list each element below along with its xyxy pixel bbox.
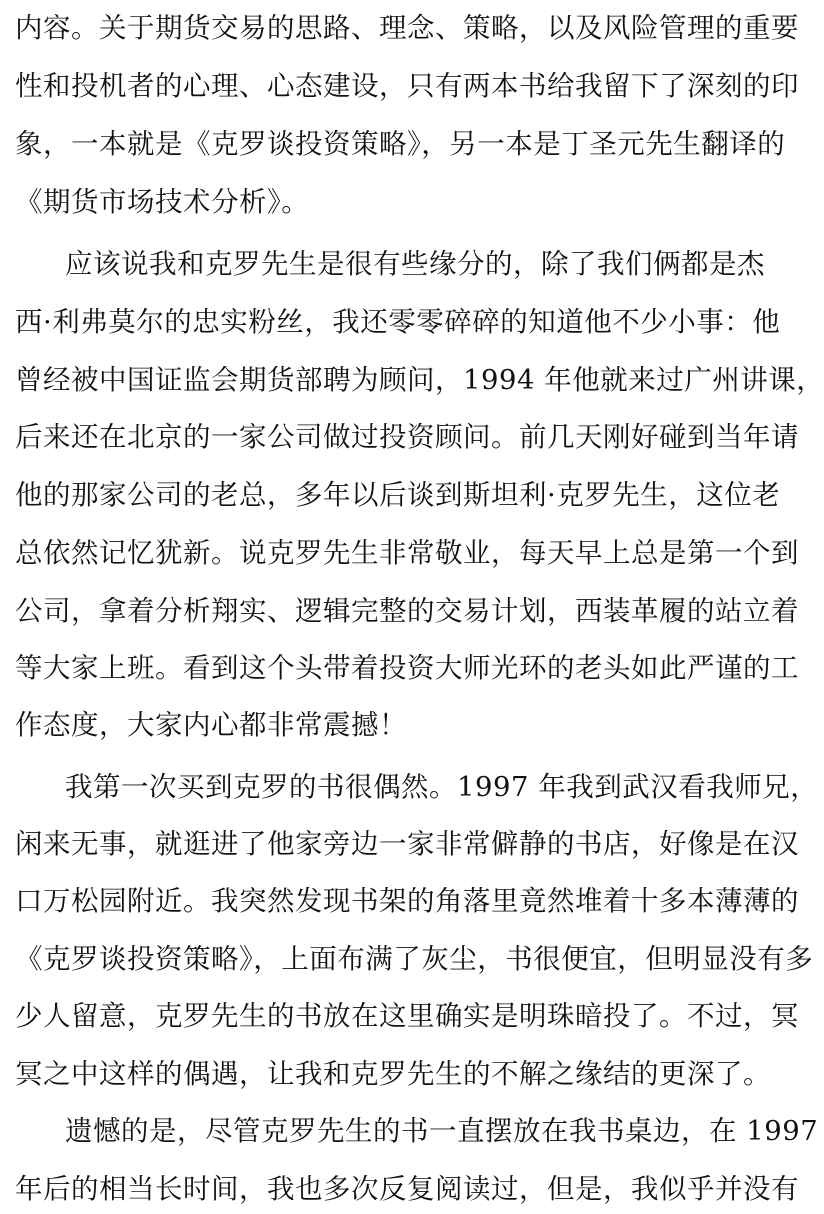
- paragraph-line: 我第一次买到克罗的书很偶然。1997 年我到武汉看我师兄，: [65, 771, 819, 803]
- paragraph-line: 总依然记忆犹新。说克罗先生非常敬业，每天早上总是第一个到: [15, 537, 799, 569]
- paragraph-line: 年后的相当长时间，我也多次反复阅读过，但是，我似乎并没有: [15, 1173, 799, 1205]
- paragraph-line: 《期货市场技术分析》。: [15, 186, 310, 218]
- paragraph-line: 内容。关于期货交易的思路、理念、策略，以及风险管理的重要: [15, 12, 799, 44]
- paragraph-line: 曾经被中国证监会期货部聘为顾问，1994 年他就来过广州讲课，: [15, 364, 824, 396]
- paragraph-line: 等大家上班。看到这个头带着投资大师光环的老头如此严谨的工: [15, 652, 799, 684]
- paragraph-line: 后来还在北京的一家公司做过投资顾问。前几天刚好碰到当年请: [15, 421, 799, 453]
- paragraph-line: 口万松园附近。我突然发现书架的角落里竟然堆着十多本薄薄的: [15, 885, 799, 917]
- paragraph-line: 公司，拿着分析翔实、逻辑完整的交易计划，西装革履的站立着: [15, 595, 799, 627]
- paragraph-line: 西·利弗莫尔的忠实粉丝，我还零零碎碎的知道他不少小事：他: [15, 306, 781, 338]
- paragraph-line: 闲来无事，就逛进了他家旁边一家非常僻静的书店，好像是在汉: [15, 828, 799, 860]
- paragraph-line: 作态度，大家内心都非常震撼！: [15, 709, 407, 741]
- paragraph-line: 他的那家公司的老总，多年以后谈到斯坦利·克罗先生，这位老: [15, 479, 781, 511]
- paragraph-line: 少人留意，克罗先生的书放在这里确实是明珠暗投了。不过，冥: [15, 1000, 799, 1032]
- paragraph-line: 性和投机者的心理、心态建设，只有两本书给我留下了深刻的印: [15, 70, 799, 102]
- paragraph-line: 《克罗谈投资策略》，上面布满了灰尘，书很便宜，但明显没有多: [15, 943, 814, 975]
- paragraph-line: 遗憾的是，尽管克罗先生的书一直摆放在我书桌边，在 1997: [65, 1115, 819, 1147]
- paragraph-line: 冥之中这样的偶遇，让我和克罗先生的不解之缘结的更深了。: [15, 1058, 771, 1090]
- paragraph-line: 应该说我和克罗先生是很有些缘分的，除了我们俩都是杰: [65, 248, 765, 280]
- paragraph-line: 象，一本就是《克罗谈投资策略》，另一本是丁圣元先生翻译的: [15, 128, 786, 160]
